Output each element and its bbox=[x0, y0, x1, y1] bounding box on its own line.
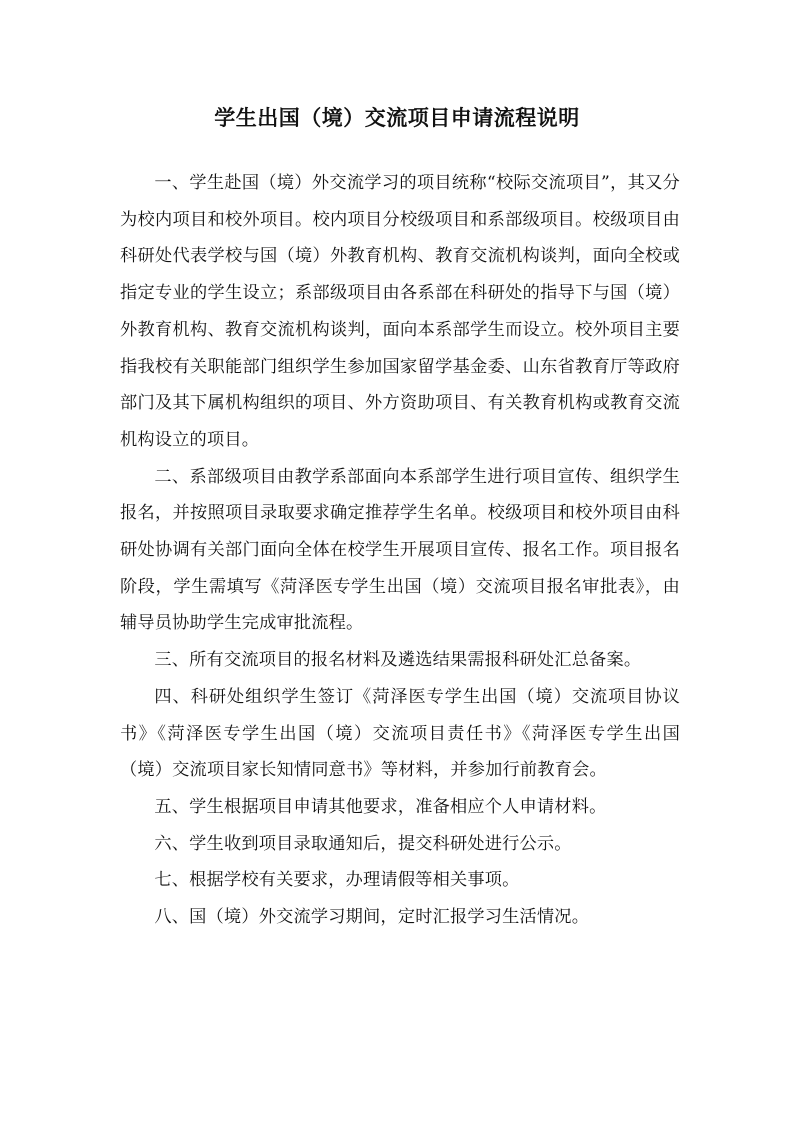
paragraph-2: 二、系部级项目由教学系部面向本系部学生进行项目宣传、组织学生报名，并按照项目录取要求确定推荐学生名单。校级项目和校外项目由科研处协调有关部门面向全体在校学生开展项目宣传、报名工作。项目报名阶段，学生需填写《菏泽医专学生出国（境）交流项目报名审批表》，由辅导员协助学生完成审批流程。 bbox=[120, 466, 680, 634]
paragraph-8: 八、国（境）外交流学习期间，定时汇报学习生活情况。 bbox=[154, 907, 590, 928]
paragraph-7: 七、根据学校有关要求，办理请假等相关事项。 bbox=[154, 870, 520, 891]
document-title: 学生出国（境）交流项目申请流程说明 bbox=[214, 106, 580, 130]
paragraph-5: 五、学生根据项目申请其他要求，准备相应个人申请材料。 bbox=[154, 796, 607, 817]
paragraph-4: 四、科研处组织学生签订《菏泽医专学生出国（境）交流项目协议书》《菏泽医专学生出国（境）交流项目责任书》《菏泽医专学生出国（境）交流项目家长知情同意书》等材料，并参加行前教育会。 bbox=[120, 686, 680, 781]
document-body bbox=[120, 165, 680, 936]
paragraph-6: 六、学生收到项目录取通知后，提交科研处进行公示。 bbox=[154, 833, 572, 854]
paragraph-1: 一、学生赴国（境）外交流学习的项目统称“校际交流项目”，其又分为校内项目和校外项目。校内项目分校级项目和系部级项目。校级项目由科研处代表学校与国（境）外教育机构、教育交流机构谈判，面向全校或指定专业的学生设立；系部级项目由各系部在科研处的指导下与国（境）外教育机构、教育交流机构谈判，面向本系部学生而设立。校外项目主要指我校有关职能部门组织学生参加国家留学基金委、山东省教育厅等政府部门及其下属机构组织的项目、外方资助项目、有关教育机构或教育交流机构设立的项目。 bbox=[120, 173, 680, 450]
paragraph-3: 三、所有交流项目的报名材料及遴选结果需报科研处汇总备案。 bbox=[154, 650, 642, 671]
